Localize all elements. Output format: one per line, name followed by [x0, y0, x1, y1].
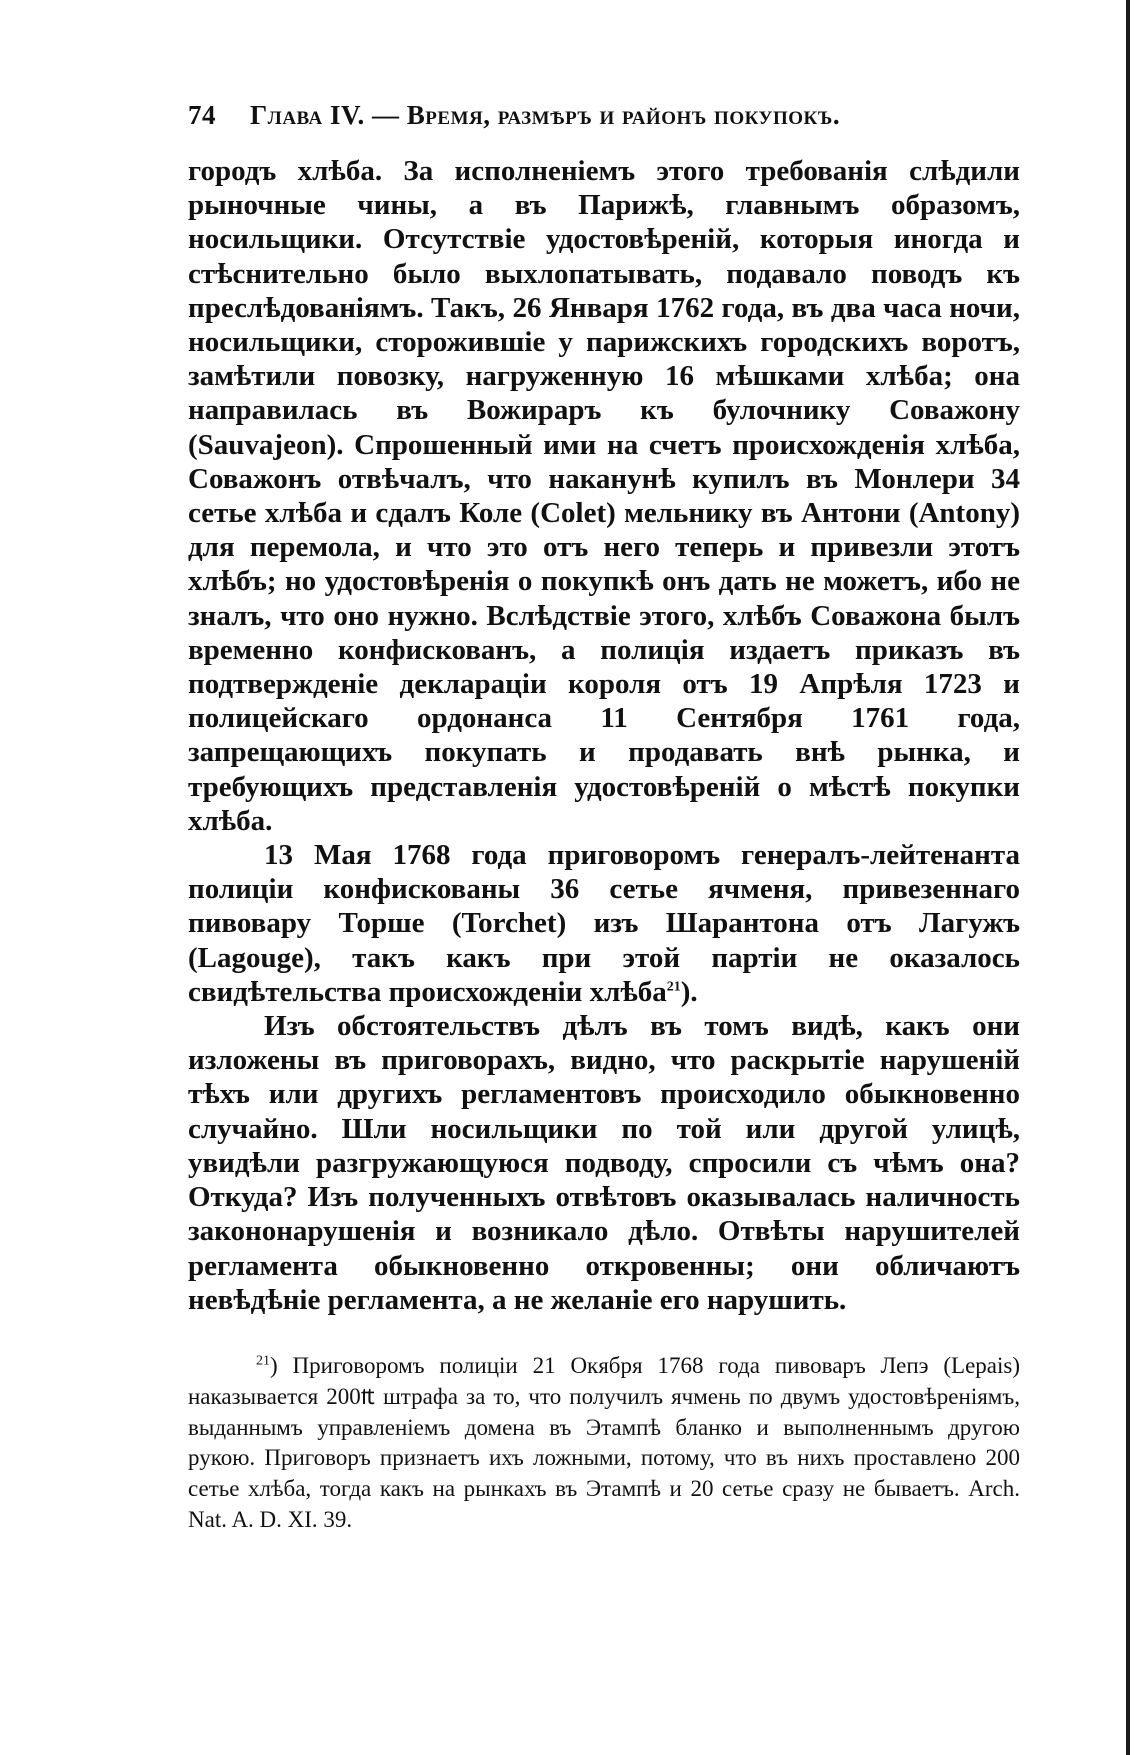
main-text [188, 154, 1020, 1317]
paragraph [188, 838, 1020, 1009]
book-page [188, 100, 1020, 1536]
footnote-text: ) Приговоромъ полиціи 21 Окября 1768 года пивоваръ Лепэ (Lepais) наказывается 200₶ штрафа за то, что получилъ ячмень по двумъ удостовѣреніямъ, выданнымъ управленіемъ домена въ Этампѣ бланко и выполненнымъ другою рукою. Приговоръ признаетъ ихъ ложными, потому, что въ нихъ проставлено 200 сетье хлѣба, тогда какъ на рынкахъ въ Этампѣ и 20 сетье сразу не бываетъ. Arch. Nat. A. D. XI. 39. [188, 1352, 1020, 1532]
footnote-mark: 21 [256, 1353, 270, 1369]
page-edge-shadow [1126, 0, 1130, 1755]
paragraph: городъ хлѣба. За исполненіемъ этого требованія слѣдили рыночные чины, а въ Парижѣ, главнымъ образомъ, носильщики. Отсутствіе удостовѣреній, которыя иногда и стѣснительно было выхлопатывать, подавало поводъ къ преслѣдованіямъ. Такъ, 26 Января 1762 года, въ два часа ночи, носильщики, сторожившіе у парижскихъ городскихъ воротъ, замѣтили повозку, нагруженную 16 мѣшками хлѣба; она направилась въ Вожираръ къ булочнику Соважону (Sauvajeon). Спрошенный ими на счетъ происхожденія хлѣба, Соважонъ отвѣчалъ, что наканунѣ купилъ въ Монлери 34 сетье хлѣба и сдалъ Коле (Colet) мельнику въ Антони (Antony) для перемола, и что это отъ него теперь и привезли этотъ хлѣбъ; но удостовѣренія о покупкѣ онъ дать не можетъ, ибо не зналъ, что оно нужно. Вслѣдствіе этого, хлѣбъ Соважона былъ временно конфискованъ, а полиція издаетъ приказъ въ подтвержденіе деклараціи короля отъ 19 Апрѣля 1723 и полицейскаго ордонанса 11 Сентября 1761 года, запрещающихъ покупать и продавать внѣ рынка, и требующихъ представленія удостовѣреній о мѣстѣ покупки хлѣба. [188, 155, 1020, 837]
paragraph-text: 13 Мая 1768 года приговоромъ генералъ-лейтенанта полиціи конфискованы 36 сетье ячменя, привезеннаго пивовару Торше (Torchet) изъ Шарантона отъ Лагужъ (Lagouge), такъ какъ при этой партіи не оказалось свидѣтельства происхожденіи хлѣба [188, 839, 1020, 1008]
paragraph: Изъ обстоятельствъ дѣлъ въ томъ видѣ, какъ они изложены въ приговорахъ, видно, что раскрытіе нарушеній тѣхъ или другихъ регламентовъ происходило обыкновенно случайно. Шли носильщики по той или другой улицѣ, увидѣли разгружающуюся подводу, спросили съ чѣмъ она? Откуда? Изъ полученныхъ отвѣтовъ оказывалась наличность закононарушенія и возникало дѣло. Отвѣты нарушителей регламента обыкновенно откровенны; они обличаютъ невѣдѣніе регламента, а не желаніе его нарушить. [188, 1010, 1020, 1316]
page-number: 74 [188, 100, 216, 130]
footnote [188, 1351, 1020, 1536]
page-header [188, 100, 1020, 154]
footnotes [188, 1351, 1020, 1536]
footnote-reference[interactable]: 21 [666, 979, 681, 995]
running-head: Глава IV. — Время, размѣръ и районъ покупокъ. [250, 100, 841, 130]
paragraph-text-end: ). [680, 975, 698, 1008]
